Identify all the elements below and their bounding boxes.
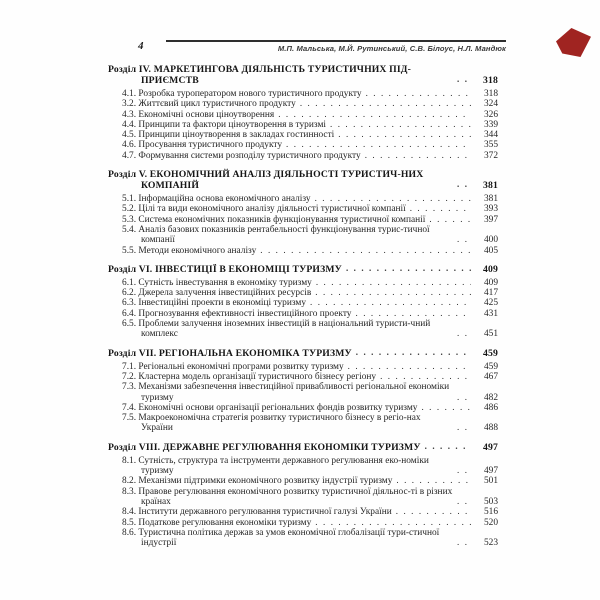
toc-entry-page: 431 [483,308,498,319]
toc-entry-page: 405 [483,245,498,256]
toc-entry-page: 417 [483,288,498,299]
toc-entry-title: 4.4. Принципи та фактори ціноутворення в туризмі [122,119,326,130]
toc-section-heading-text: Розділ VI. ІНВЕСТИЦІЇ В ЕКОНОМІЦІ ТУРИЗМУ [108,263,342,275]
dot-leader [365,150,471,160]
toc-entry-title: 5.5. Методи економічного аналізу [122,245,257,256]
toc-section-page: 459 [483,347,498,359]
toc-entry-title: 5.2. Цілі та види економічного аналізу діяльності туристичної компанії [122,204,406,215]
toc-entry-page: 503 [483,496,498,507]
toc-entry-title: 7.1. Регіональні економічні програми розвитку туризму [122,361,344,372]
toc-entry-page: 459 [483,361,498,372]
toc-entry-page: 381 [483,194,498,205]
dot-leader [346,263,471,274]
toc-entry-title: 5.3. Система економічних показників функціонування туристичної компанії [122,214,426,225]
dot-leader [330,119,471,129]
toc-section [108,442,498,549]
dot-leader [396,506,471,516]
toc-entry-page: 486 [483,402,498,413]
toc-entry-title: 4.7. Формування системи розподілу туристичного продукту [122,150,361,161]
toc-section-page: 409 [483,263,498,275]
toc-section-heading [108,64,498,86]
toc-entry-page: 344 [483,130,498,141]
dot-leader [457,328,471,338]
toc-entry-page: 501 [483,476,498,487]
dot-leader [421,402,471,412]
dot-leader [310,297,471,307]
toc-entry [108,151,498,161]
toc-entry-page: 451 [483,329,498,340]
dot-leader [366,88,471,98]
toc-section-heading-text: Розділ V. ЕКОНОМІЧНИЙ АНАЛІЗ ДІЯЛЬНОСТІ ТУРИСТИЧ-НИХ КОМПАНІЙ [108,169,424,192]
toc-entry-title: 6.5. Проблеми залучення іноземних інвестицій в національний туристи-чний комплекс [122,319,431,340]
toc-entry-page: 355 [483,140,498,151]
dot-leader [338,129,471,139]
toc-entry [108,528,498,549]
toc-entry-page: 318 [483,89,498,99]
toc-entry-title: 8.3. Правове регулювання економічного розвитку туристичної діяльнос-ті в різних країнах [122,486,453,507]
toc-entry [108,225,498,246]
toc-section-heading-text: Розділ IV. МАРКЕТИНГОВА ДІЯЛЬНІСТЬ ТУРИСТИЧНИХ ПІД-ПРИЄМСТВ [108,64,411,86]
toc-entry-page: 482 [483,392,498,403]
toc-entry [108,382,498,403]
toc-entry-page: 339 [483,119,498,130]
dot-leader [316,277,471,287]
page-number: 4 [138,40,144,52]
toc-section-heading [108,442,498,453]
toc-entry-page: 497 [483,466,498,477]
toc-entry [108,309,498,319]
toc-entry-title: 8.1. Сутність, структура та інструменти державного регулювання еко-номіки туризму [122,455,429,477]
toc-entry [108,215,498,225]
toc-entry [108,403,498,413]
dot-leader [356,308,472,318]
toc-entry-title: 6.1. Сутність інвестування в економіку туризму [122,277,312,288]
toc-section-heading [108,264,498,275]
toc-entry-page: 400 [483,235,498,246]
toc-entry-title: 6.2. Джерела залучення інвестиційних ресурсів [122,288,312,299]
dot-leader [396,475,471,485]
dot-leader [348,361,471,371]
dot-leader [286,139,471,149]
dot-leader [300,98,471,108]
toc-entry-title: 5.1. Інформаційна основа економічного аналізу [122,194,311,205]
toc-entry-page: 409 [483,277,498,288]
toc-entry [108,372,498,382]
dot-leader [457,465,471,475]
toc-entry [108,518,498,528]
toc-section-heading-text: Розділ VII. РЕГІОНАЛЬНА ЕКОНОМІКА ТУРИЗМУ [108,347,352,359]
dot-leader [278,109,471,119]
toc-entry-title: 8.5. Податкове регулювання економіки туризму [122,517,312,528]
toc-section-heading [108,348,498,359]
page-header [108,40,506,53]
running-header-authors: М.П. Мальська, М.Й. Рутинський, С.В. Білоус, Н.Л. Мандюк [277,44,506,53]
toc-entry-title: 4.5. Принципи ціноутворення в закладах гостинності [122,130,335,141]
toc [108,64,498,548]
dot-leader [315,287,471,297]
toc-entry-page: 324 [483,99,498,110]
dot-leader [457,74,471,85]
dot-leader [457,179,471,190]
toc-section-page: 318 [483,75,498,86]
dot-leader [457,234,471,244]
toc-entry-title: 4.3. Економічні основи ціноутворення [122,109,275,120]
dot-leader [457,392,471,402]
toc-section [108,169,498,256]
toc-entry [108,319,498,340]
dot-leader [457,496,471,506]
toc-entry-page: 326 [483,109,498,120]
toc-entry-title: 5.4. Аналіз базових показників рентабельності функціонування турис-тичної компанії [122,224,430,246]
dot-leader [356,347,471,358]
toc-section-page: 381 [483,180,498,192]
dot-leader [315,193,471,203]
toc-entry-page: 520 [483,517,498,528]
red-corner-icon [556,28,591,57]
toc-entry-title: 6.4. Прогнозування ефективності інвестиційного проекту [122,308,352,319]
dot-leader [457,422,471,432]
toc-entry-page: 467 [483,371,498,382]
toc-section [108,264,498,340]
toc-entry-page: 488 [483,423,498,434]
toc-entry-page: 516 [483,507,498,518]
dot-leader [260,245,471,255]
toc-entry-title: 4.1. Розробка туроператором нового туристичного продукту [122,89,362,99]
toc-entry-title: 8.2. Механізми підтримки економічного розвитку індустрії туризму [122,476,393,487]
toc-section [108,348,498,434]
dot-leader [315,517,471,527]
dot-leader [410,203,471,213]
toc-section-page: 497 [483,441,498,453]
toc-entry [108,456,498,477]
toc-entry-title: 4.6. Просування туристичного продукту [122,140,283,151]
toc-entry-title: 7.5. Макроекономічна стратегія розвитку туристичного бізнесу в регіо-нах України [122,413,421,434]
dot-leader [425,441,471,452]
toc-entry [108,476,498,486]
toc-entry-page: 425 [483,298,498,309]
toc-entry [108,246,498,256]
toc-entry-title: 8.6. Туристична політика держав за умов економічної глобалізації тури-стичної індустрії [122,527,440,549]
toc-entry [108,413,498,434]
toc-entry-title: 7.3. Механізми забезпечення інвестиційної привабливості регіональної економіки туризму [122,382,450,403]
toc-entry-page: 393 [483,204,498,215]
header-rule [166,40,507,53]
toc-section [108,64,498,161]
toc-entry-title: 6.3. Інвестиційні проекти в економіці туризму [122,298,307,309]
toc-entry-title: 7.4. Економічні основи організації регіональних фондів розвитку туризму [122,402,418,413]
toc-entry-title: 3.2. Життєвий цикл туристичного продукту [122,99,296,110]
toc-entry-page: 372 [483,150,498,161]
dot-leader [380,371,471,381]
toc-entry-page: 397 [483,214,498,225]
dot-leader [429,214,471,224]
toc-section-heading [108,169,498,191]
dot-leader [457,537,471,547]
toc-entry-title: 8.4. Інститути державного регулювання туристичної галузі України [122,507,392,518]
toc-entry [108,487,498,508]
toc-entry-page: 523 [483,538,498,549]
toc-section-heading-text: Розділ VIII. ДЕРЖАВНЕ РЕГУЛЮВАННЯ ЕКОНОМІКИ ТУРИЗМУ [108,441,421,453]
toc-entry-title: 7.2. Кластерна модель організації туристичного бізнесу регіону [122,371,377,382]
